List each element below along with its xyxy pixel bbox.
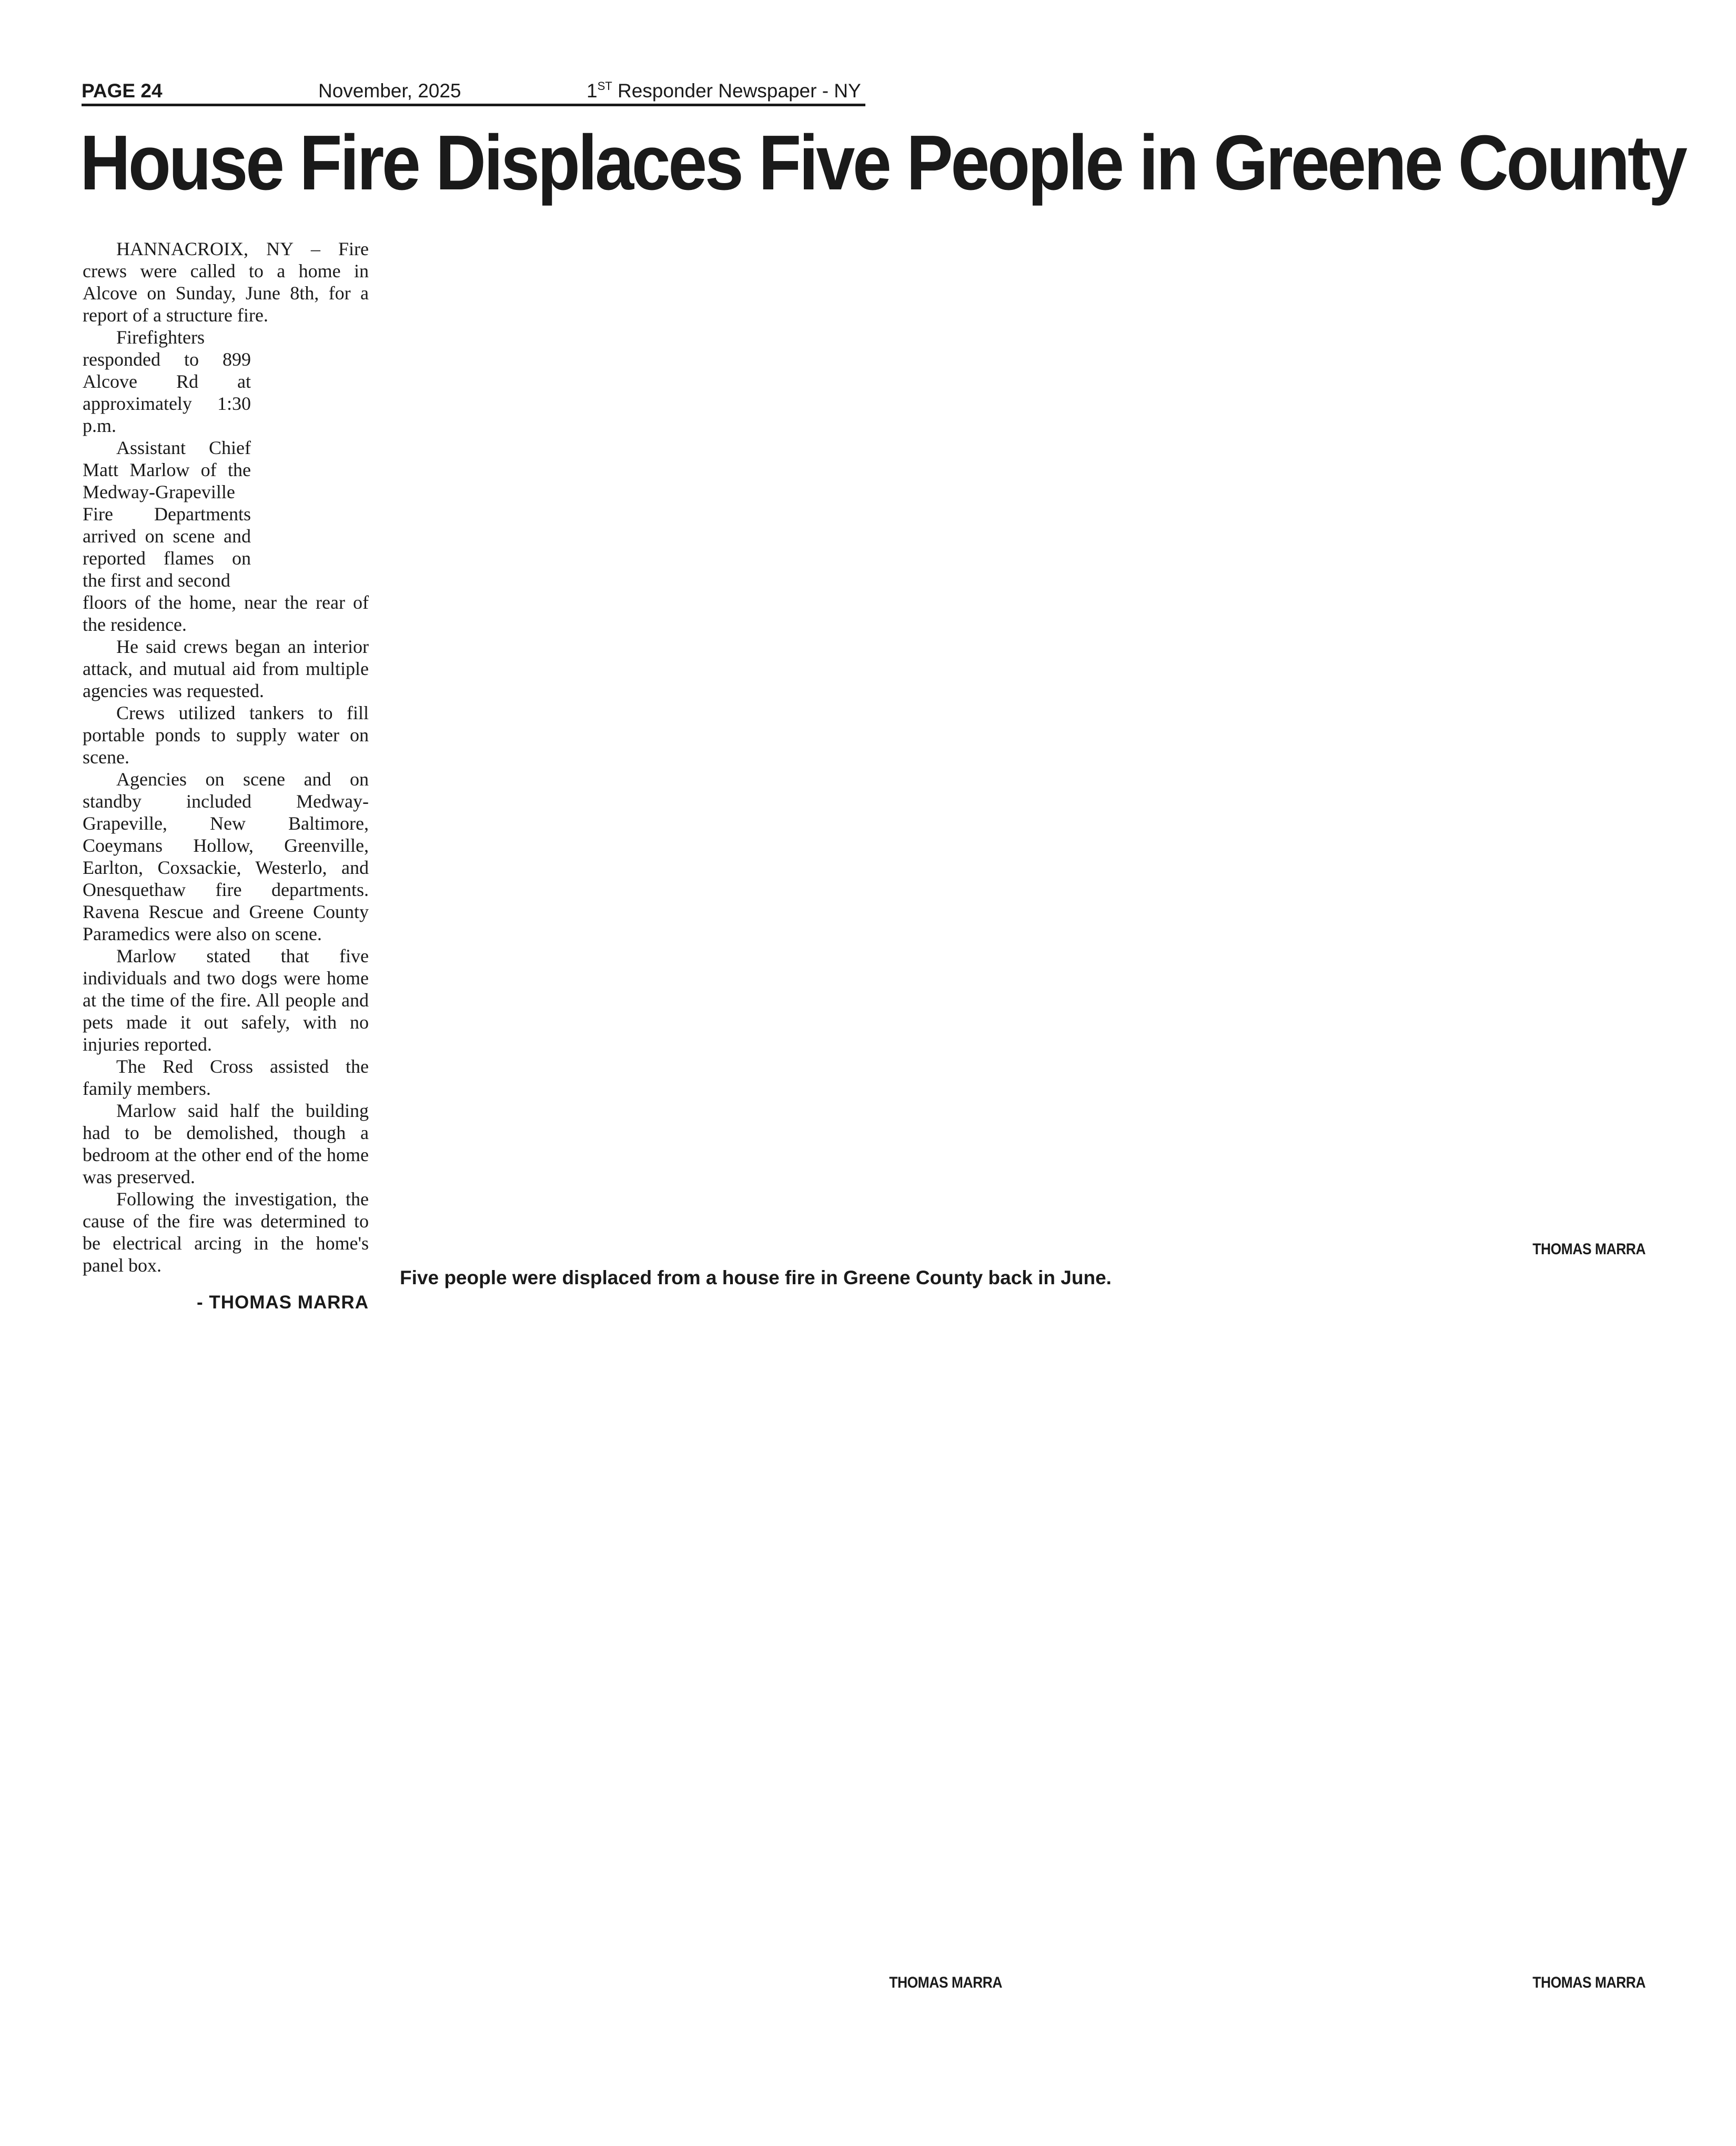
photo-caption: Five people were displaced from a house fire in Greene County back in June. [400,1267,1112,1288]
article-paragraph: Assistant Chief Matt Marlow of the Medway-Grapeville Fire Departments arrived on scene and reported flames on the first and second [83,437,251,591]
photo [400,238,1657,1237]
page-number: PAGE 24 [82,80,163,102]
page-header [82,79,865,106]
article-paragraph: Firefighters responded to 899 Alcove Rd at approximately 1:30 p.m. [83,327,251,436]
byline: - THOMAS MARRA [196,1292,369,1313]
article-paragraph: Marlow stated that five individuals and two dogs were home at the time of the fire. All people and pets made it out safely, with no injuries reported. [83,945,369,1055]
article-paragraph: Crews utilized tankers to fill portable ponds to supply water on scene. [83,702,369,768]
article-paragraph: The Red Cross assisted the family members. [83,1056,369,1099]
ordinal-suffix: ST [597,79,612,93]
article-paragraph: Marlow said half the building had to be demolished, though a bedroom at the other end of the home was preserved. [83,1100,369,1187]
article-body [83,238,369,1276]
issue-date: November, 2025 [318,80,461,102]
article-paragraph: floors of the home, near the rear of the residence. [83,592,369,635]
headline: House Fire Displaces Five People in Greene County [80,119,1685,206]
photo-credit: THOMAS MARRA [1532,1241,1646,1258]
article-paragraph: Agencies on scene and on standby included Medway-Grapeville, New Baltimore, Coeymans Hollow, Greenville, Earlton, Coxsackie, Westerlo, and Onesquethaw fire departments. Ravena Rescue and Greene County Paramedics were also on scene. [83,769,369,944]
publication-name: 1ST Responder Newspaper - NY [587,79,861,102]
article-paragraph: He said crews began an interior attack, and mutual aid from multiple agencies was requested. [83,636,369,701]
article-paragraph: Following the investigation, the cause of the fire was determined to be electrical arcing in the home's panel box. [83,1188,369,1276]
article-paragraph: HANNACROIX, NY – Fire crews were called to a home in Alcove on Sunday, June 8th, for a report of a structure fire. [83,238,369,326]
photo-credit: THOMAS MARRA [1532,1974,1646,1991]
photo-credit: THOMAS MARRA [889,1974,1002,1991]
